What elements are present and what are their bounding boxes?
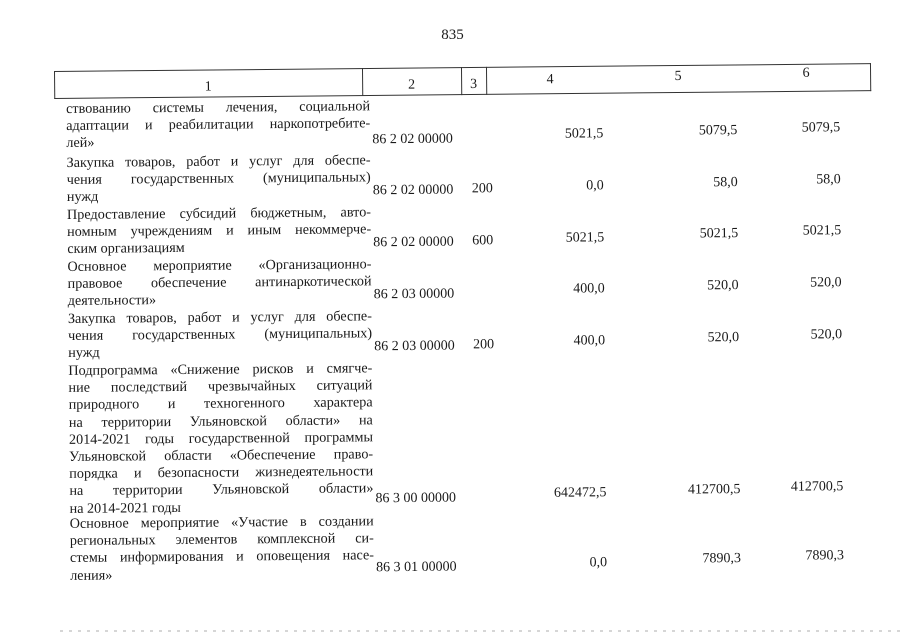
row-name-line: на 2014-2021 годы <box>69 499 181 517</box>
row-code: 86 2 02 00000 <box>372 131 453 148</box>
header-col-3: 3 <box>470 76 478 93</box>
row-name-line: на территории Ульяновской области» на <box>68 411 373 431</box>
row-name <box>67 256 371 310</box>
row-value-col4: 0,0 <box>586 178 604 194</box>
row-name-line: ние последствий чрезвычайных ситуаций <box>68 377 373 397</box>
row-value-col6: 5021,5 <box>802 223 842 239</box>
header-col-1: 1 <box>204 79 212 95</box>
row-name-line: 2014-2021 годы государственной программы <box>68 429 374 448</box>
row-name <box>66 152 370 206</box>
row-vr: 200 <box>471 181 493 197</box>
row-name-line: чения государственных (муниципальных) <box>67 325 373 345</box>
row-value-col5: 412700,5 <box>687 482 741 498</box>
row-name-line: чения государственных (муниципальных) <box>66 169 371 189</box>
row-value-col4: 400,0 <box>573 281 605 297</box>
row-name-line: номным учреждениям и иным некоммерче- <box>67 221 372 241</box>
row-value-col5: 7890,3 <box>702 551 742 567</box>
header-col-4: 4 <box>546 72 554 88</box>
row-name-line: на территории Ульяновской области» <box>69 480 374 500</box>
row-value-col5: 5079,5 <box>698 123 738 139</box>
row-name-line: порядка и безопасности жизнедеятельности <box>69 463 374 483</box>
row-value-col6: 520,0 <box>810 275 842 291</box>
row-code: 86 2 02 00000 <box>373 234 454 251</box>
header-col-2: 2 <box>408 77 416 93</box>
row-name <box>67 204 371 258</box>
row-value-col6: 412700,5 <box>790 479 844 495</box>
header-col-5: 5 <box>674 68 682 85</box>
row-value-col5: 5021,5 <box>699 226 739 242</box>
row-code: 86 2 03 00000 <box>373 286 455 303</box>
row-value-col5: 520,0 <box>707 330 740 346</box>
row-name-line: ствованию системы лечения, социальной <box>66 98 371 117</box>
row-name-line: ским организациям <box>67 240 185 258</box>
row-vr: 600 <box>472 233 494 249</box>
row-name-line: правовое обеспечение антинаркотической <box>67 273 372 293</box>
row-name-line: лей» <box>66 135 95 152</box>
row-name-line: стемы информирования и оповещения насе- <box>69 547 375 567</box>
row-name-line: природного и техногенного характера <box>68 394 373 414</box>
row-code: 86 2 03 00000 <box>374 338 455 355</box>
header-col-6: 6 <box>802 65 810 81</box>
row-name-line: Основное мероприятие «Организационно- <box>67 256 372 275</box>
row-code: 86 3 00 00000 <box>375 490 457 507</box>
row-value-col4: 5021,5 <box>564 126 604 142</box>
row-name-line: нужд <box>66 189 99 206</box>
row-value-col4: 0,0 <box>589 555 608 571</box>
row-name-line: Предоставление субсидий бюджетным, авто- <box>66 204 372 223</box>
row-value-col6: 58,0 <box>816 172 841 188</box>
row-name-line: региональных элементов комплексной си- <box>69 530 374 550</box>
row-name-line: Ульяновской области «Обеспечение право- <box>69 446 374 465</box>
row-value-col4: 642472,5 <box>553 485 607 501</box>
row-name-line: Закупка товаров, работ и услуг для обеспе- <box>67 308 372 327</box>
row-name <box>66 98 370 152</box>
row-name-line: Подпрограмма «Снижение рисков и смягче- <box>68 360 373 379</box>
row-name-line: ления» <box>70 567 113 584</box>
row-name <box>68 308 372 362</box>
row-value-col6: 520,0 <box>810 327 843 343</box>
row-code: 86 2 02 00000 <box>372 182 454 199</box>
row-name <box>68 360 373 517</box>
row-name-line: нужд <box>68 345 100 362</box>
row-name-line: Закупка товаров, работ и услуг для обеспе- <box>66 152 371 171</box>
row-value-col6: 5079,5 <box>801 120 841 136</box>
row-name <box>70 513 375 584</box>
row-value-col4: 400,0 <box>573 333 606 349</box>
row-vr: 200 <box>473 337 495 353</box>
scan-artifact <box>60 630 900 632</box>
row-value-col5: 520,0 <box>707 278 739 294</box>
page-number: 835 <box>441 27 464 43</box>
row-name-line: Основное мероприятие «Участие в создании <box>69 513 374 532</box>
row-value-col4: 5021,5 <box>565 230 605 246</box>
row-value-col5: 58,0 <box>713 175 738 191</box>
row-value-col6: 7890,3 <box>805 548 845 564</box>
row-name-line: адаптации и реабилитации наркопотребите- <box>66 115 371 135</box>
row-code: 86 3 01 00000 <box>376 559 457 576</box>
row-name-line: деятельности» <box>67 292 157 310</box>
